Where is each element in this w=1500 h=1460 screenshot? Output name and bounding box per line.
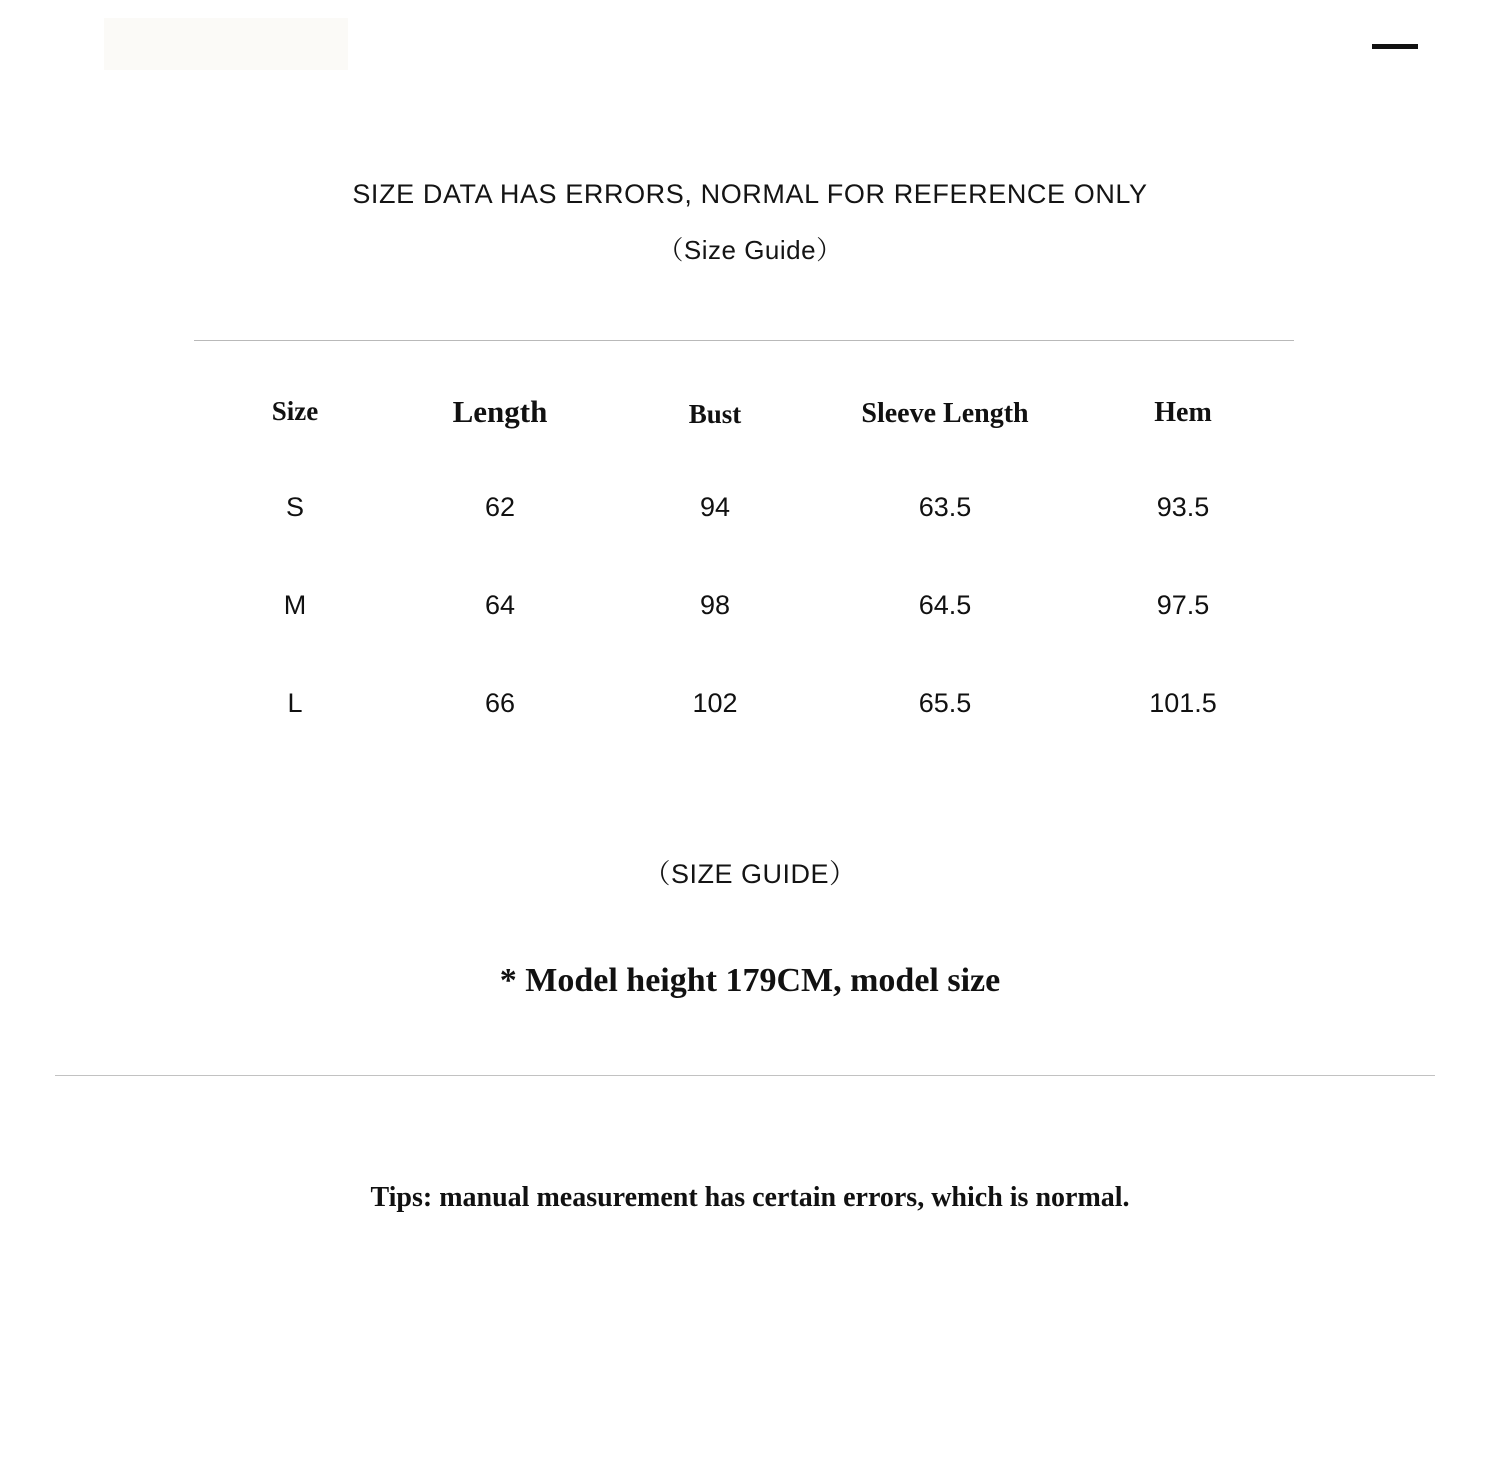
cell-length: 64 xyxy=(484,589,516,620)
cell-sleeve-length: 64.5 xyxy=(918,589,972,620)
cell-sleeve-length: 63.5 xyxy=(918,491,972,522)
cell-length: 66 xyxy=(484,687,516,718)
cell-size: M xyxy=(283,589,307,620)
column-header-hem: Hem xyxy=(1154,397,1212,428)
cell-bust: 102 xyxy=(692,687,738,718)
tips-note: Tips: manual measurement has certain errors, which is normal. xyxy=(370,1182,1130,1213)
decorative-pale-block xyxy=(104,18,348,70)
column-header-size: Size xyxy=(271,396,319,426)
column-header-bust: Bust xyxy=(688,398,742,429)
table-header-row xyxy=(200,392,1296,458)
divider-bottom xyxy=(55,1075,1435,1076)
table-row xyxy=(200,556,1296,654)
page-title: SIZE DATA HAS ERRORS, NORMAL FOR REFERENCE ONLY xyxy=(352,179,1148,209)
size-table xyxy=(200,392,1296,752)
guide-caption: （SIZE GUIDE） xyxy=(643,859,857,889)
page-subtitle: （Size Guide） xyxy=(657,235,843,266)
column-header-sleeve-length: Sleeve Length xyxy=(861,398,1029,429)
cell-size: L xyxy=(287,687,303,718)
cell-sleeve-length: 65.5 xyxy=(918,687,972,718)
cell-length: 62 xyxy=(484,491,516,522)
model-height-note: * Model height 179CM, model size xyxy=(499,962,1001,999)
dash-mark-icon xyxy=(1372,44,1418,49)
header-block xyxy=(0,178,1500,267)
cell-size: S xyxy=(285,491,304,522)
column-header-length: Length xyxy=(452,393,548,429)
table-row xyxy=(200,458,1296,556)
cell-hem: 93.5 xyxy=(1156,491,1210,522)
cell-hem: 101.5 xyxy=(1149,687,1217,718)
cell-bust: 98 xyxy=(699,589,731,620)
cell-hem: 97.5 xyxy=(1156,589,1210,620)
divider-top xyxy=(194,340,1294,341)
cell-bust: 94 xyxy=(699,491,731,522)
table-row xyxy=(200,654,1296,752)
